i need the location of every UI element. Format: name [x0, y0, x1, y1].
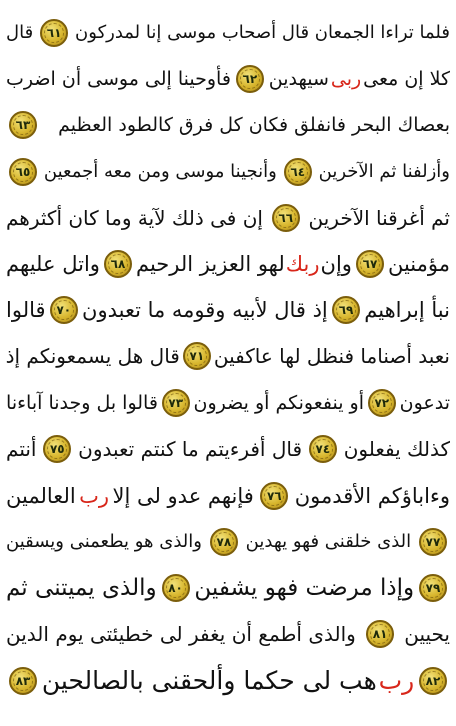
- verse-text: قالوا: [6, 298, 46, 322]
- verse-text: إذ قال لأبيه وقومه ما تعبدون: [82, 298, 328, 322]
- verse-text: فإنهم عدو لى إلا: [112, 484, 254, 508]
- verse-line-14: [6, 614, 450, 654]
- verse-text: نعبد أصناما فنظل لها عاكفين: [213, 344, 450, 368]
- verse-text: بعصاك البحر فانفلق فكان كل فرق كالطود العظيم: [58, 114, 450, 136]
- verse-text: فلما تراءا الجمعان قال أصحاب موسى إنا لمدركون: [75, 22, 450, 43]
- verse-text: قال هل يسمعونكم إذ: [6, 344, 180, 368]
- verse-line-9: [6, 383, 450, 423]
- ayah-number-marker: ٧٩: [419, 574, 447, 602]
- ayah-number-marker: ٨٣: [9, 667, 37, 695]
- verse-text: وأزلفنا ثم الآخرين: [318, 161, 450, 182]
- ayah-number-marker: ٦٤: [284, 158, 312, 186]
- ayah-number-marker: ٦٦: [272, 204, 300, 232]
- verse-text: العالمين: [6, 484, 76, 508]
- verse-line-15: [6, 661, 450, 701]
- verse-line-10: [6, 429, 450, 469]
- verse-text: قالوا بل وجدنا آباءنا: [6, 392, 158, 414]
- verse-line-8: [6, 336, 450, 376]
- verse-text: كلا إن معى: [363, 68, 450, 90]
- verse-text: والذى يميتنى ثم: [6, 575, 157, 601]
- verse-text: هب لى حكما وألحقنى بالصالحين: [41, 666, 377, 695]
- ayah-number-marker: ٧٢: [368, 389, 396, 417]
- verse-line-1: [6, 13, 450, 53]
- verse-text: وإذا مرضت فهو يشفين: [194, 575, 415, 601]
- verse-text: ثم أغرقنا الآخرين: [308, 206, 450, 230]
- verse-text: الذى خلقنى فهو يهدين: [245, 531, 412, 552]
- verse-line-7: [6, 290, 450, 330]
- verse-text: مؤمنين: [387, 252, 450, 276]
- ayah-number-marker: ٦١: [40, 19, 68, 47]
- ayah-number-marker: ٧١: [183, 342, 211, 370]
- verse-text: كذلك يفعلون: [343, 437, 450, 461]
- ayah-number-marker: ٦٥: [9, 158, 37, 186]
- verse-text: وءاباؤكم الأقدمون: [294, 484, 450, 508]
- verse-text: واتل عليهم: [6, 252, 100, 276]
- verse-text: أنتم: [6, 437, 37, 461]
- ayah-number-marker: ٧٤: [309, 435, 337, 463]
- ayah-number-marker: ٦٢: [236, 65, 264, 93]
- ayah-number-marker: ٦٧: [356, 250, 384, 278]
- verse-text: قال: [6, 22, 34, 43]
- divine-name-word: رب: [378, 666, 415, 695]
- ayah-number-marker: ٨٠: [162, 574, 190, 602]
- ayah-number-marker: ٧٣: [162, 389, 190, 417]
- ayah-number-marker: ٨١: [366, 620, 394, 648]
- verse-text: نبأ إبراهيم: [364, 298, 450, 322]
- verse-text: تدعون: [399, 392, 450, 414]
- verse-text: فأوحينا إلى موسى أن اضرب: [6, 68, 231, 90]
- verse-line-5: [6, 198, 450, 238]
- ayah-number-marker: ٧٧: [419, 528, 447, 556]
- verse-text: وإن: [320, 252, 352, 276]
- verse-text: وأنجينا موسى ومن معه أجمعين: [43, 161, 277, 182]
- ayah-number-marker: ٦٣: [9, 111, 37, 139]
- verse-line-2: [6, 59, 450, 99]
- verse-text: والذى أطمع أن يغفر لى خطيئتى يوم الدين: [6, 622, 356, 646]
- verse-line-3: [6, 105, 450, 145]
- verse-line-6: [6, 244, 450, 284]
- ayah-number-marker: ٧٠: [50, 296, 78, 324]
- ayah-number-marker: ٦٨: [104, 250, 132, 278]
- ayah-number-marker: ٧٦: [260, 482, 288, 510]
- verse-text: إن فى ذلك لآية وما كان أكثرهم: [6, 206, 263, 230]
- verse-line-11: [6, 476, 450, 516]
- divine-name-word: رب: [79, 484, 110, 508]
- divine-name-word: ربى: [330, 68, 362, 90]
- ayah-number-marker: ٨٢: [419, 667, 447, 695]
- ayah-number-marker: ٧٨: [210, 528, 238, 556]
- verse-text: والذى هو يطعمنى ويسقين: [6, 531, 202, 552]
- ayah-number-marker: ٦٩: [332, 296, 360, 324]
- verse-text: أو ينفعونكم أو يضرون: [193, 392, 364, 414]
- verse-line-4: [6, 152, 450, 192]
- verse-text: لهو العزيز الرحيم: [135, 252, 285, 276]
- verse-line-12: [6, 522, 450, 562]
- divine-name-word: ربك: [285, 252, 320, 276]
- ayah-number-marker: ٧٥: [43, 435, 71, 463]
- verse-text: سيهدين: [268, 68, 329, 90]
- verse-text: يحيين: [404, 622, 450, 646]
- verse-line-13: [6, 568, 450, 608]
- verse-text: قال أفرءيتم ما كنتم تعبدون: [78, 437, 303, 461]
